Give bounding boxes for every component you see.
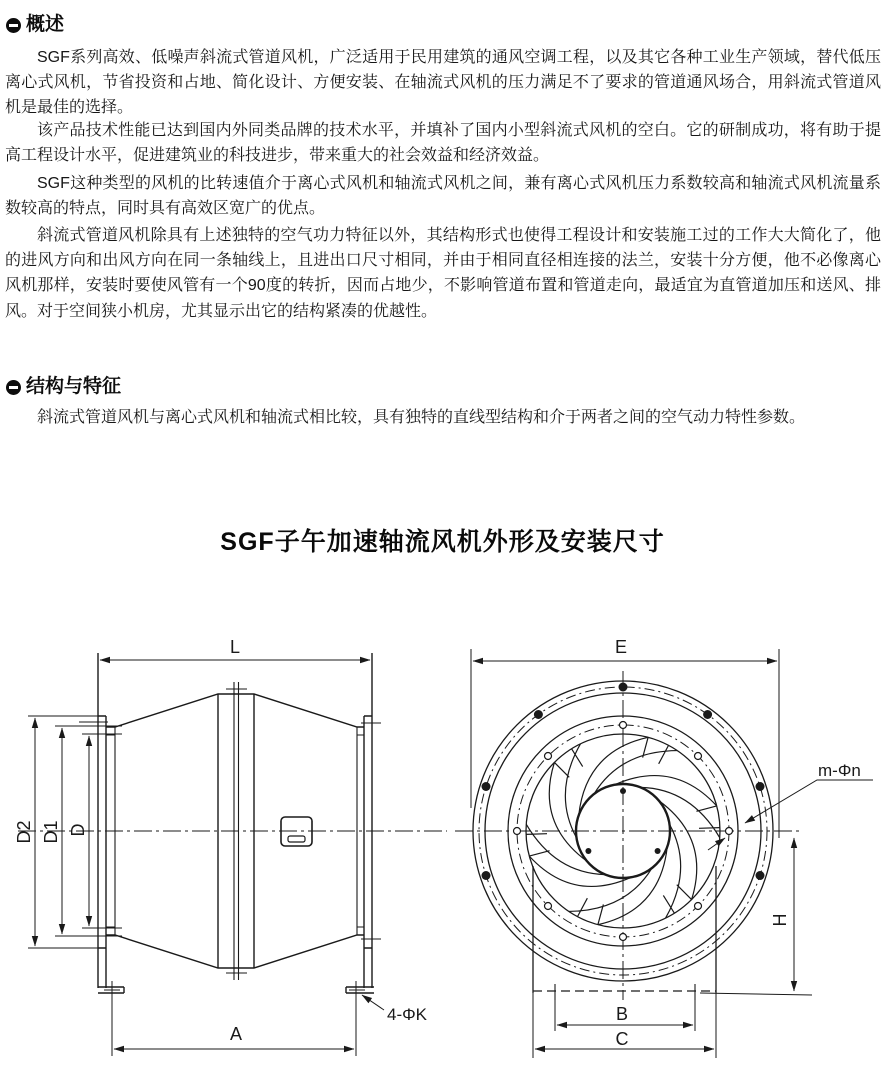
dimension-E [471, 649, 779, 838]
dim-label-bolt-holes: m-Φn [818, 761, 861, 780]
overview-paragraph-2: 该产品技术性能已达到国内外同类品牌的技术水平，并填补了国内小型斜流式风机的空白。它的研制成功，将有助于提高工程设计水平，促进建筑业的科技进步，带来重大的社会效益和经济效益。 [5, 122, 881, 165]
overview-paragraph-3: SGF这种类型的风机的比转速值介于离心式风机和轴流式风机之间，兼有离心式风机压力系数较高和轴流式风机流量系数较高的特点，同时具有高效区宽广的优点。 [5, 175, 881, 218]
dim-label-foot-holes: 4-ΦK [387, 1005, 428, 1024]
bolt-hole-leader-line [708, 780, 873, 850]
fan-body-bottom-outline [106, 935, 364, 968]
dim-label-D: D [68, 823, 88, 837]
mounting-base [533, 866, 812, 1000]
foot-hole-leader-line [362, 995, 384, 1010]
section-bullet-icon [6, 18, 21, 33]
dim-label-E: E [614, 637, 628, 657]
section-bullet-icon [6, 380, 21, 395]
dim-label-D1: D1 [41, 820, 61, 844]
section-heading-structure [6, 374, 121, 400]
dimension-D2 [28, 716, 106, 948]
section-heading-text: 结构与特征 [26, 376, 122, 397]
dim-label-A: A [229, 1024, 243, 1044]
mounting-feet [98, 987, 374, 993]
dimension-A [112, 981, 356, 1056]
dim-label-H: H [770, 913, 790, 927]
overview-paragraph-4: 斜流式管道风机除具有上述独特的空气功力特征以外，其结构形式也使得工程设计和安装施工过的工作大大简化了，他的进风方向和出风方向在同一条轴线上，且进出口尺寸相同，并由于相同直径相连接的法兰，安装十分方便，他不必像离心风机那样，安装时要使风管有一个90度的转折，因而占地少，不影响管道布置和管道走向，最适宜为直管道加压和送风、排风。对于空间狭小机房，尤其显示出它的结构紧凑的优越性。 [5, 227, 881, 320]
dim-label-B: B [615, 1004, 629, 1024]
side-view-drawing [18, 653, 447, 1056]
installation-dimensions-drawing [0, 600, 885, 1067]
fan-body-top-outline [106, 694, 364, 727]
structure-paragraph-1: 斜流式管道风机与离心式风机和轴流式相比较，具有独特的直线型结构和介于两者之间的空气动力特性参数。 [37, 409, 806, 426]
drawing-title: SGF子午加速轴流风机外形及安装尺寸 [220, 528, 665, 556]
overview-paragraph-1: SGF系列高效、低噪声斜流式管道风机，广泛适用于民用建筑的通风空调工程，以及其它各种工业生产领域，替代低压离心式风机，节省投资和占地、简化设计、方便安装、在轴流式风机的压力满足不了要求的管道通风场合，用斜流式管道风机是最佳的选择。 [5, 49, 881, 117]
dim-label-D2: D2 [14, 820, 34, 844]
front-view-centerlines [455, 671, 803, 1000]
dim-label-C: C [615, 1029, 629, 1049]
section-heading-text: 概述 [26, 14, 65, 35]
section-heading-overview [6, 12, 64, 38]
dim-label-L: L [229, 637, 241, 657]
front-view-drawing [455, 649, 873, 1058]
